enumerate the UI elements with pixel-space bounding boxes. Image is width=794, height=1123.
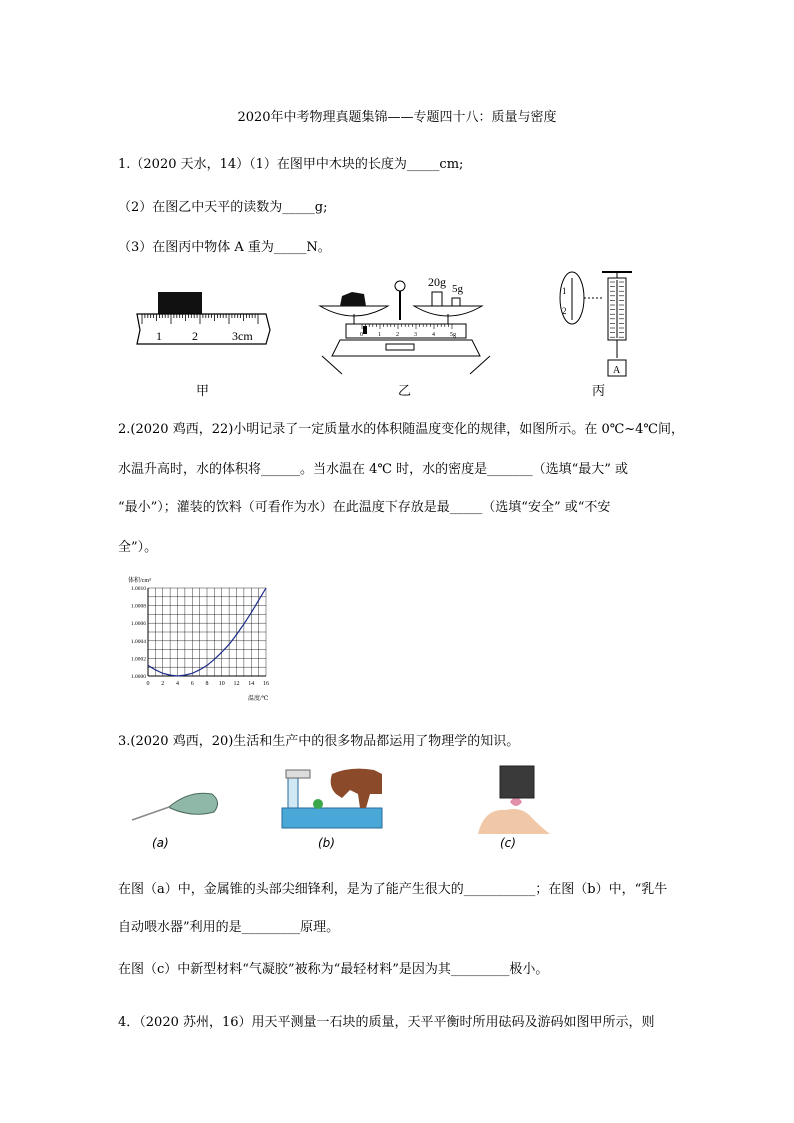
q3-line-3: 自动喂水器”利用的是_________原理。 [118,920,340,935]
awl-figure [130,782,226,826]
svg-text:0: 0 [360,332,363,338]
chart-x-tick-label: 6 [190,681,194,687]
caption-jia: 甲 [196,384,210,399]
chart-x-tick-label: 4 [176,681,179,687]
wood-block [158,292,202,314]
ruler-label-1: 1 [156,329,162,343]
chart-y-tick-label: 1.0002 [130,656,146,663]
q2-line-3: “最小”）；灌装的饮料（可看作为水）在此温度下存放是最_____（选填“安全” 或“不安 [118,500,611,515]
q1-line-2: （2）在图乙中天平的读数为_____g; [118,200,328,215]
float-ball [313,799,323,809]
caption-bing: 丙 [592,384,606,399]
svg-text:5g: 5g [450,332,456,338]
rider [363,326,367,334]
cow-feeder-figure [280,764,384,830]
svg-text:4: 4 [432,332,435,338]
chart-x-tick-label: 14 [248,681,255,687]
q2-line-1: 2.(2020 鸡西，22)小明记录了一定质量水的体积随温度变化的规律，如图所示。在 0℃~4℃间， [118,422,684,437]
ruler-label-2: 2 [192,329,198,343]
q3-line-4: 在图（c）中新型材料“气凝胶”被称为“最轻材料”是因为其_________极小。 [118,962,549,977]
chart-xlabel: 温度/℃ [248,696,269,702]
water-tank [282,808,382,828]
page-title: 2020年中考物理真题集锦——专题四十八：质量与密度 [237,110,557,125]
weight-label-5g: 5g [452,283,463,295]
ruler-label-3: 3cm [232,329,253,343]
balance-knob [395,281,405,291]
caption-b: (b) [318,836,335,850]
spring-scale-figure [556,268,646,380]
svg-text:1: 1 [562,286,567,296]
balance-figure [312,274,502,382]
caption-a: (a) [152,836,169,850]
q2-line-4: 全”）。 [118,540,158,555]
ruler-figure [134,286,274,352]
q1-line-3: （3）在图丙中物体 A 重为_____N。 [118,240,331,255]
chart-y-tick-label: 1.0010 [130,586,146,592]
weight-20g [432,292,442,306]
q4-line-1: 4．（2020 苏州，16）用天平测量一石块的质量，天平平衡时所用砝码及游码如图甲所示，则 [118,1015,655,1030]
caption-yi: 乙 [398,384,412,399]
aerogel-figure [476,762,550,834]
chart-x-tick-label: 8 [205,681,209,687]
svg-text:2: 2 [396,332,399,338]
caption-c: (c) [500,836,516,850]
stone [340,292,366,306]
chart-x-tick-label: 2 [161,681,165,687]
weight-5g [452,298,460,306]
chart-y-tick-label: 1.0000 [130,674,146,680]
svg-text:1: 1 [378,332,381,338]
hand [478,809,550,834]
chart-y-tick-label: 1.0004 [130,638,146,645]
svg-text:2: 2 [562,306,567,316]
chart-x-tick-label: 16 [263,681,269,687]
q3-line-1: 3.(2020 鸡西，20)生活和生产中的很多物品都运用了物理学的知识。 [118,734,520,749]
awl-head [170,793,218,814]
chart-x-tick-label: 10 [218,681,225,687]
chart-x-tick-label: 12 [233,681,240,687]
svg-text:A: A [613,365,621,376]
chart-y-tick-label: 1.0006 [130,621,146,628]
aerogel-block [500,766,534,798]
chart-x-tick-label: 0 [146,681,150,687]
svg-text:3: 3 [414,332,417,338]
q2-line-2: 水温升高时，水的体积将______。当水温在 4℃ 时，水的密度是_______（选填“最大” 或 [118,462,629,477]
q3-line-2: 在图（a）中，金属锥的头部尖细锋利，是为了能产生很大的___________；在图（b）中，“乳牛 [118,882,668,897]
weight-label-20g: 20g [428,275,446,289]
volume-temperature-chart [114,572,284,706]
q1-line-1: 1.（2020 天水，14）（1）在图甲中木块的长度为_____cm; [118,157,464,172]
chart-y-tick-label: 1.0008 [130,603,146,610]
chart-ylabel: 体积/cm³ [128,578,151,584]
